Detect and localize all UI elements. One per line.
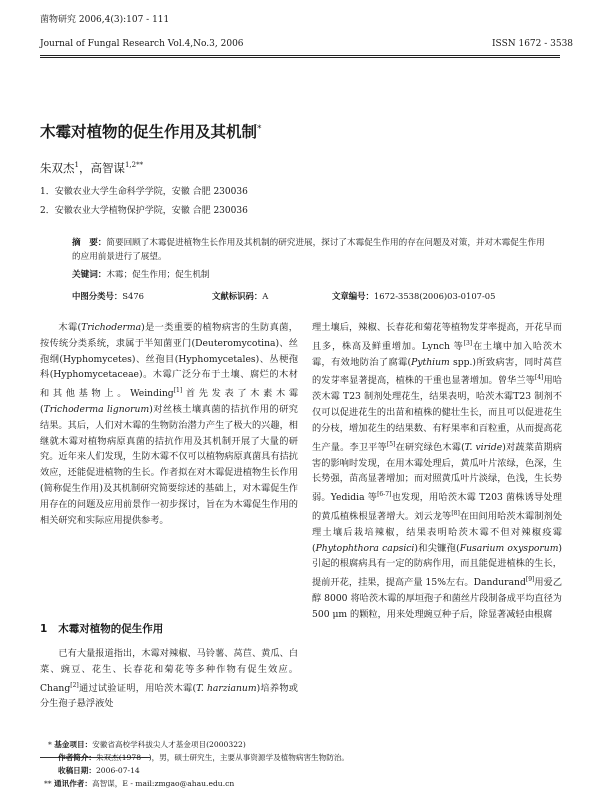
journal-header-cn: 菌物研究 2006,4(3):107 - 111 <box>40 15 170 25</box>
fund-footnote: * 基金项目：安徽省高校学科拔尖人才基金项目(2000322) <box>48 740 246 749</box>
keywords-label: 关键词： <box>72 270 107 280</box>
section1-paragraph: 已有大量报道指出，木霉对辣椒、马铃薯、莴苣、黄瓜、白菜、豌豆、花生、长春花和菊花等多种作物有促生效应。Chang[2]通过试验证明，用哈茨木霉(T. harzianum)培养物或分生孢子悬浮液处 <box>40 648 298 710</box>
author-2: 高智谋 <box>90 161 125 175</box>
authors: 朱双杰$^1$，高智谋$^{1,2**}$ <box>40 161 144 175</box>
keywords <box>72 268 550 282</box>
journal-header-en: Journal of Fungal Research Vol.4,No.3, 2006 <box>40 39 244 49</box>
left-column <box>40 320 298 528</box>
right-column <box>312 320 562 623</box>
author-bio-footnote: 作者简介：朱双杰(1978－)，男，硕士研究生，主要从事资源学及植物病害生物防治。 <box>58 753 350 762</box>
section-heading-1: 1 木霉对植物的促生作用 <box>40 623 164 635</box>
abstract-text: 简要回顾了木霉促进植物生长作用及其机制的研究进展，探讨了木霉促生作用的存在问题及对策，并对木霉促生作用的应用前景进行了展望。 <box>72 238 545 262</box>
corresponding-author-footnote: ** 通讯作者：高智谋，E - mail:zmgao@ahau.edu.cn <box>44 779 235 788</box>
author-1: 朱双杰 <box>40 161 75 175</box>
right-paragraph: 理土壤后，辣椒、长春花和菊花等植物发芽率提高，开花早而且多，株高及鲜重增加。Lynch 等[3]在土壤中加入哈茨木霉，有效地防治了腐霉(Pythium spp.)所致病害，同时莴苣的发芽率显著提高，植株的干重也显著增加。曾华兰等[4]用哈茨木霉 T23 制剂处理花生，结果表明，哈茨木霉T23 制剂不仅可以促进花生的出苗和植株的健壮生长，而且可以促进花生的分枝，增加花生的结果数、有籽果率和百粒重，从而提高花生产量。李卫平等[5]在研究绿色木霉(T. viride)对蔬菜苗期病害的影响时发现，在用木霉处理后，黄瓜叶片浓绿，色深，生长势强，苗高显著增加；而对照黄瓜叶片淡绿，色浅，生长势弱。Yedidia 等[6-7]也发现，用哈茨木霉 T203 菌株诱导处理的黄瓜植株根显著增大。刘云龙等[8]在田间用哈茨木霉制剂处理土壤后栽培辣椒，结果表明哈茨木霉不但对辣椒疫霉(Phytophthora capsici)和尖镰孢(Fusarium oxysporum)引起的根腐病具有一定的防病作用，而且能促进植株的生长，提前开花，挂果，提高产量 15%左右。Dandurand[9]用爱乙醇 8000 将哈茨木霉的厚垣孢子和菌丝片段制备成平均直径为 500 μm 的颗粒，用来处理豌豆种子后，除显著减轻由根腐 <box>312 322 563 620</box>
affiliation-1: 1．安徽农业大学生命科学学院，安徽 合肥 230036 <box>40 187 248 197</box>
article-title: 木霉对植物的促生作用及其机制* <box>40 123 262 141</box>
affiliation-2: 2．安徽农业大学植物保护学院，安徽 合肥 230036 <box>40 206 248 216</box>
clc-number: 中图分类号：S476 <box>72 291 144 301</box>
intro-paragraph: 木霉(Trichoderma)是一类重要的植物病害的生防真菌，按传统分类系统，隶属于半知菌亚门(Deuteromycotina)、丝孢纲(Hyphomycetes)、丝孢目(Hyphomycetales)、丛梗孢科(Hyphomycetaceae)。木霉广泛分布于土壤、腐烂的木材和其他基物上。Weinding[1]首先发表了木素木霉(Trichoderma lignorum)对丝核土壤真菌的拮抗作用的研究结果。其后，人们对木霉的生物防治潜力产生了极大的兴趣，相继就木霉对植物病原真菌的拮抗作用及其机制开展了大量的研究。近年来人们发现，生防木霉不仅可以植物病原真菌具有拮抗效应，还能促进植物的生长。作者拟在对木霉促进植物生长作用(简称促生作用)及其机制研究简要综述的基础上，对木霉促生作用存在的问题及应用前景作一初步探讨，旨在为木霉促生作用的相关研究和实际应用提供参考。 <box>40 322 299 526</box>
abstract <box>72 236 550 264</box>
document-code: 文献标识码：A <box>212 291 269 301</box>
received-date-footnote: 收稿日期：2006-07-14 <box>58 766 140 775</box>
abstract-label: 摘 要： <box>72 238 107 248</box>
article-number: 文章编号：1672-3538(2006)03-0107-05 <box>332 291 496 301</box>
header-rule <box>40 55 560 56</box>
left-column-section1 <box>40 646 298 712</box>
keywords-text: 木霉；促生作用；促生机制 <box>106 270 210 280</box>
header-rule-2 <box>40 57 560 58</box>
issn: ISSN 1672 - 3538 <box>492 39 574 49</box>
